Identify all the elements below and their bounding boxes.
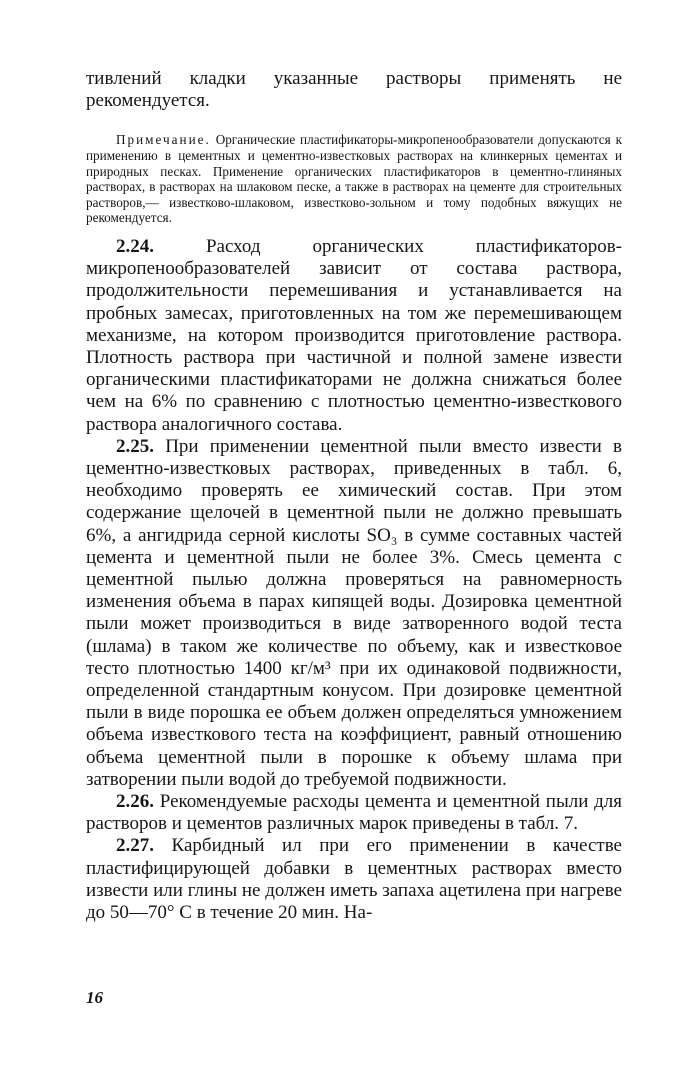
paragraph-2-26	[86, 791, 622, 835]
page-number: 16	[86, 988, 103, 1007]
paragraph-2-27	[86, 835, 622, 924]
paragraph-2-24	[86, 236, 622, 436]
paragraph-number: 2.26.	[116, 791, 154, 813]
paragraph-text: Рекомендуемые расходы цемента и цементной пыли для растворов и цементов различных марок приведены в табл. 7.	[86, 791, 623, 835]
opening-paragraph: тивлений кладки указанные растворы применять не рекомендуется.	[86, 68, 622, 112]
paragraph-number: 2.27.	[116, 835, 154, 857]
paragraph-text: При применении цементной пыли вместо извести в цементно-известковых растворах, приведенных в табл. 6, необходимо проверять ее химический состав. При этом содержание щелочей в цементной пыли не должно превышать 6%, а ангидрида серной кислоты SO₃ в сумме составных частей цемента и цементной пыли не более 3%. Смесь цемента с цементной пылью должна проверяться на равномерность изменения объема в парах кипящей воды. Дозировка цементной пыли может производиться в виде затворенного водой теста (шлама) в таком же количестве по объему, как и известковое тесто плотностью 1400 кг/м³ при их одинаковой подвижности, определенной стандартным конусом. При дозировке цементной пыли в виде порошка ее объем должен определяться умножением объема известкового теста на коэффициент, равный отношению объема цементной пыли в порошке к объему шлама при затворении пыли водой до требуемой подвижности.	[86, 435, 622, 790]
paragraph-number: 2.24.	[116, 235, 154, 257]
paragraph-text: Карбидный ил при его применении в качестве пластифицирующей добавки в цементных растворах вместо извести или глины не должен иметь запаха ацетилена при нагреве до 50—70° С в течение 20 мин. На-	[86, 835, 622, 924]
note-label: Примечание.	[116, 132, 211, 148]
note-paragraph	[86, 132, 622, 226]
note-text: Органические пластификаторы-микропенообразователи допускаются к применению в цементных и цементно-известковых растворах на клинкерных цементах и природных песках. Применение органических пластификаторов в цементно-глиняных растворах, в растворах на шлаковом песке, а также в растворах на цементе для строительных растворов,— известково-шлаковом, известково-зольном и тому подобных вяжущих не рекомендуется.	[86, 132, 622, 226]
page-text-block	[86, 68, 622, 924]
paragraph-2-25	[86, 436, 622, 791]
paragraph-number: 2.25.	[116, 435, 154, 457]
paragraph-text: Расход органических пластификаторов-микропенообразователей зависит от состава раствора, продолжительности перемешивания и устанавливается на пробных замесах, приготовленных на том же перемешивающем механизме, на котором производится приготовление раствора. Плотность раствора при частичной и полной замене извести органическими пластификаторами не должна снижаться более чем на 6% по сравнению с плотностью цементно-известкового раствора аналогичного состава.	[86, 235, 622, 435]
